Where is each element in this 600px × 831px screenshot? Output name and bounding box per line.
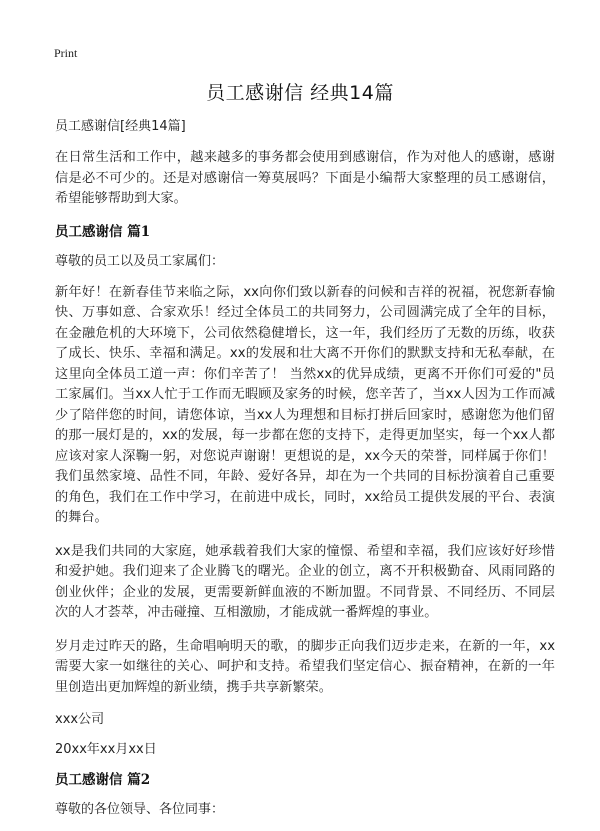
section-heading: 员工感谢信 篇1 <box>55 223 151 240</box>
section-heading: 员工感谢信 篇2 <box>55 772 151 788</box>
body-paragraph: 岁月走过昨天的路，生命唱响明天的歌，的脚步正向我们迈步走来，在新的一年，xx需要大家一如继往的关心、呵护和支持。希望我们坚定信心、振奋精神，在新的一年里创造出更加辉煌的新业绩，携手共享新繁荣。 <box>55 638 555 695</box>
document-body <box>55 118 555 831</box>
salutation: 尊敬的各位领导、各位同事： <box>55 802 225 817</box>
section-2 <box>55 771 555 819</box>
intro-paragraph: 在日常生活和工作中，越来越多的事务都会使用到感谢信，作为对他人的感谢，感谢信是必不可少的。还是对感谢信一筹莫展吗？下面是小编帮大家整理的员工感谢信，希望能够帮助到大家。 <box>55 150 555 206</box>
signature: xxx公司 <box>55 712 105 727</box>
print-link[interactable]: Print <box>54 46 78 60</box>
body-paragraph: xx是我们共同的大家庭，她承载着我们大家的憧憬、希望和幸福，我们应该好好珍惜和爱护她。我们迎来了企业腾飞的曙光。企业的创立，离不开积极勤奋、风雨同路的创业伙伴；企业的发展，更需要新鲜血液的不断加盟。不同背景、不同经历、不同层次的人才荟萃，冲击碰撞、互相激励，才能成就一番辉煌的事业。 <box>55 543 555 620</box>
document-subtitle: 员工感谢信[经典14篇] <box>55 119 186 134</box>
body-paragraph: 新年好！在新春佳节来临之际，xx向你们致以新春的问候和吉祥的祝福，祝您新春愉快、万事如意、合家欢乐！经过全体员工的共同努力，公司圆满完成了全年的目标，在金融危机的大环境下，公司依然稳健增长，这一年，我们经历了无数的历练，收获了成长、快乐、幸福和满足。xx的发展和壮大离不开你们的默默支持和无私奉献，在这里向全体员工道一声：你们辛苦了！ 当然xx的优异成绩，更离不开你们可爱的"员工家属们。当xx人忙于工作而无暇顾及家务的时候，您辛苦了，当xx人因为工作而减少了陪伴您的时间，请您体谅，当xx人为理想和目标打拼后回家时，感谢您为他们留的那一展灯是的，xx的发展，每一步都在您的支持下，走得更加坚实，每一个xx人都应该对家人深鞠一躬，对您说声谢谢！更想说的是，xx今天的荣誉，同样属于你们！我们虽然家境、品性不同，年龄、爱好各异，却在为一个共同的目标扮演着自己重要的角色，我们在工作中学习，在前进中成长，同时，xx给员工提供发展的平台、表演的舞台。 <box>55 284 555 525</box>
document-title: 员工感谢信 经典14篇 <box>206 82 394 104</box>
section-1 <box>55 223 555 760</box>
date: 20xx年xx月xx日 <box>55 742 157 757</box>
salutation: 尊敬的员工以及员工家属们： <box>55 253 225 269</box>
